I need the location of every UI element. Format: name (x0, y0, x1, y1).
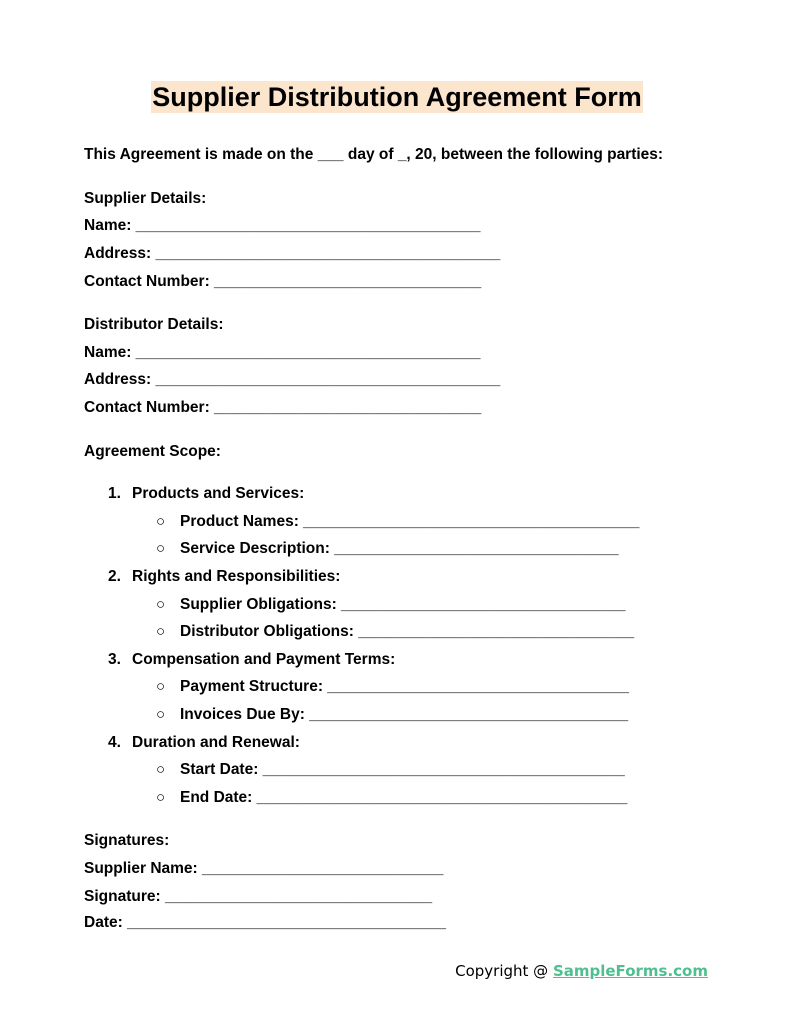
bullet-icon: ○ (156, 678, 166, 695)
bullet-icon: ○ (156, 540, 166, 557)
intro-text: This Agreement is made on the ___ day of _, 20, between the following parties: (84, 146, 664, 163)
sub-list-item: Service Description: _________________________________ (180, 540, 619, 557)
list-item-number: 1. (108, 485, 121, 502)
distributor-contact-field: Contact Number: _______________________________ (84, 399, 482, 416)
distributor-address-field: Address: ________________________________________ (84, 371, 501, 388)
title-container (0, 81, 794, 113)
bullet-icon: ○ (156, 761, 166, 778)
scope-heading: Agreement Scope: (84, 443, 221, 460)
list-item-label: Duration and Renewal: (132, 734, 300, 751)
bullet-icon: ○ (156, 513, 166, 530)
date-field: Date: _____________________________________ (84, 914, 447, 931)
signatures-heading: Signatures: (84, 832, 170, 849)
sub-list-item: Supplier Obligations: _________________________________ (180, 596, 626, 613)
list-item-number: 3. (108, 651, 121, 668)
bullet-icon: ○ (156, 623, 166, 640)
bullet-icon: ○ (156, 596, 166, 613)
supplier-name-signature-field: Supplier Name: ____________________________ (84, 860, 444, 877)
sub-list-item: Invoices Due By: _____________________________________ (180, 706, 629, 723)
signature-field: Signature: _______________________________ (84, 888, 433, 905)
page-title: Supplier Distribution Agreement Form (152, 82, 642, 112)
distributor-heading: Distributor Details: (84, 316, 224, 333)
list-item-number: 4. (108, 734, 121, 751)
sub-list-item: Payment Structure: ___________________________________ (180, 678, 630, 695)
distributor-name-field: Name: ________________________________________ (84, 344, 481, 361)
supplier-address-field: Address: ________________________________________ (84, 245, 501, 262)
supplier-heading: Supplier Details: (84, 190, 207, 207)
sub-list-item: Start Date: __________________________________________ (180, 761, 625, 778)
sampleforms-link[interactable]: SampleForms.com (552, 962, 708, 980)
sub-list-item: End Date: ___________________________________________ (180, 789, 628, 806)
bullet-icon: ○ (156, 706, 166, 723)
sub-list-item: Product Names: _______________________________________ (180, 513, 640, 530)
list-item-label: Rights and Responsibilities: (132, 568, 341, 585)
list-item-number: 2. (108, 568, 121, 585)
supplier-contact-field: Contact Number: _______________________________ (84, 273, 482, 290)
list-item-label: Compensation and Payment Terms: (132, 651, 396, 668)
supplier-name-field: Name: ________________________________________ (84, 217, 481, 234)
copyright-footer (455, 962, 708, 980)
bullet-icon: ○ (156, 789, 166, 806)
sub-list-item: Distributor Obligations: ________________________________ (180, 623, 635, 640)
list-item-label: Products and Services: (132, 485, 305, 502)
copyright-prefix: Copyright @ (455, 962, 553, 980)
